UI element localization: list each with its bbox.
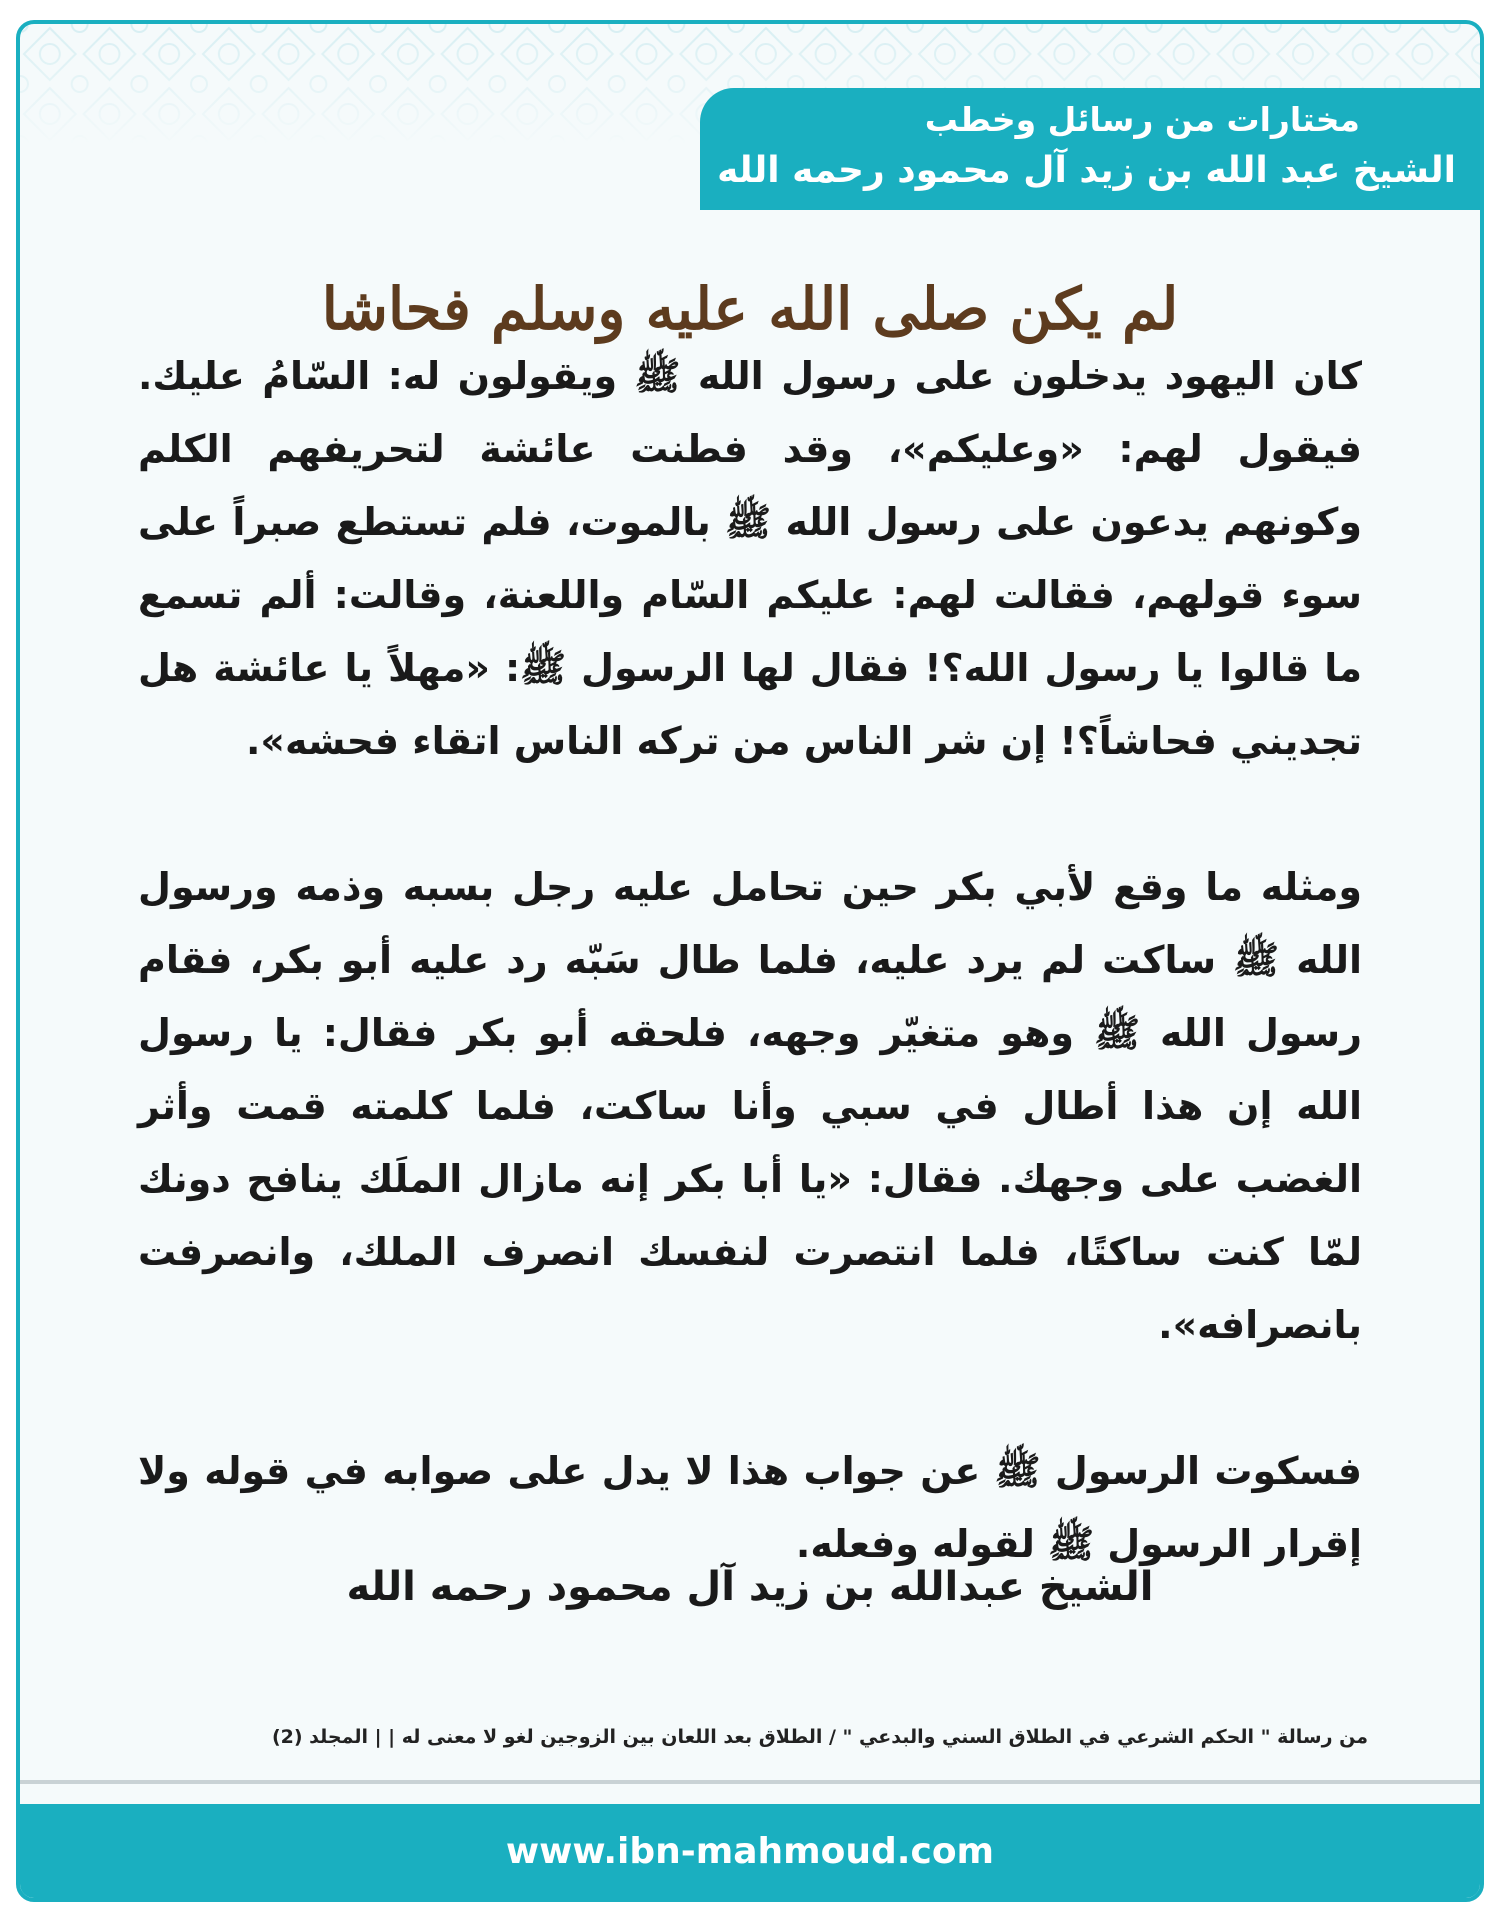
header-subtitle: مختارات من رسائل وخطب xyxy=(924,100,1360,139)
signature: الشيخ عبدالله بن زيد آل محمود رحمه الله xyxy=(346,1564,1154,1610)
paragraph-3: فسكوت الرسول ﷺ عن جواب هذا لا يدل على صوابه في قوله ولا إقرار الرسول ﷺ لقوله وفعله. xyxy=(138,1449,1362,1566)
paragraph-1: كان اليهود يدخلون على رسول الله ﷺ ويقولون له: السّامُ عليك. فيقول لهم: «وعليكم»، وقد فطنت عائشة لتحريفهم الكلم وكونهم يدعون على رسول الله ﷺ بالموت، فلم تستطع صبراً على سوء قولهم، فقالت لهم: عليكم السّام واللعنة، وقالت: ألم تسمع ما قالوا يا رسول الله؟! فقال لها الرسول ﷺ: «مهلاً يا عائشة هل تجديني فحاشاً؟! إن شر الناس من تركه الناس اتقاء فحشه». xyxy=(138,354,1362,763)
footer-band xyxy=(20,1804,1480,1898)
article-card xyxy=(16,20,1484,1902)
source-note: من رسالة " الحكم الشرعي في الطلاق السني والبدعي " / الطلاق بعد اللعان بين الزوجين لغو لا معنى له | | المجلد (2) xyxy=(271,1726,1368,1748)
divider xyxy=(20,1780,1480,1784)
website-link[interactable]: www.ibn-mahmoud.com xyxy=(505,1830,995,1872)
article-body xyxy=(138,340,1362,1654)
header-author: الشيخ عبد الله بن زيد آل محمود رحمه الله xyxy=(717,150,1456,191)
page-title: لم يكن صلى الله عليه وسلم فحاشا xyxy=(321,274,1179,343)
header-band xyxy=(700,88,1480,210)
paragraph-2: ومثله ما وقع لأبي بكر حين تحامل عليه رجل بسبه وذمه ورسول الله ﷺ ساكت لم يرد عليه، فلما طال سَبّه رد عليه أبو بكر، فقام رسول الله ﷺ وهو متغيّر وجهه، فلحقه أبو بكر فقال: يا رسول الله إن هذا أطال في سبي وأنا ساكت، فلما كلمته قمت وأثر الغضب على وجهك. فقال: «يا أبا بكر إنه مازال الملَك ينافح دونك لمّا كنت ساكتًا، فلما انتصرت لنفسك انصرف الملك، وانصرفت بانصرافه». xyxy=(138,865,1362,1347)
